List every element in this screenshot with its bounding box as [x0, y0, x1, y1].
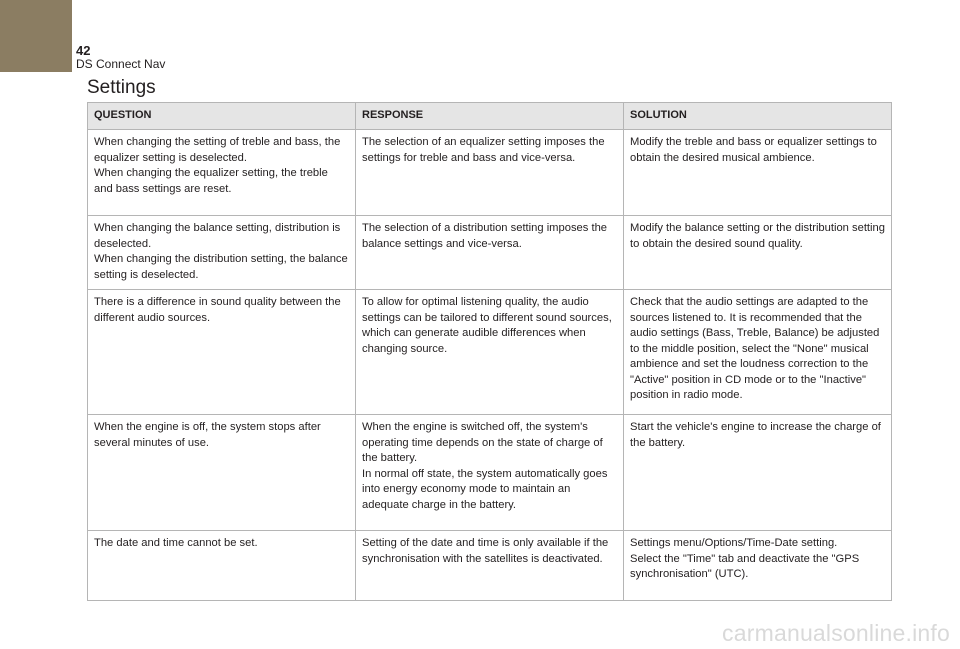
question-text: There is a difference in sound quality between the different audio sources.: [94, 296, 341, 324]
solution-cell: [624, 415, 892, 531]
corner-tab: [0, 0, 72, 72]
question-cell: [88, 415, 356, 531]
solution-text: Check that the audio settings are adapted to the sources listened to. It is recommended that the audio settings (Bass, Treble, Balance) be adjusted to the middle position, select the "None" musical ambience and set the loudness correction to the "Active" position in CD mode or to the "Inactive" position in radio mode.: [630, 296, 880, 401]
solution-text: Modify the treble and bass or equalizer settings to obtain the desired musical ambience.: [630, 136, 877, 164]
table-row: [88, 531, 892, 601]
question-text: The date and time cannot be set.: [94, 537, 258, 549]
response-cell: [356, 290, 624, 415]
solution-cell: [624, 130, 892, 216]
solution-cell: [624, 290, 892, 415]
response-cell: [356, 130, 624, 216]
solution-text: Settings menu/Options/Time-Date setting. Select the "Time" tab and deactivate the "GPS synchronisation" (UTC).: [630, 537, 860, 580]
table-row: [88, 216, 892, 290]
question-text: When the engine is off, the system stops after several minutes of use.: [94, 421, 321, 449]
question-cell: [88, 130, 356, 216]
response-cell: [356, 531, 624, 601]
page-number: 42: [76, 43, 91, 58]
solution-cell: [624, 531, 892, 601]
question-text: When changing the balance setting, distribution is deselected. When changing the distribution setting, the balance setting is deselected.: [94, 222, 348, 281]
question-cell: [88, 290, 356, 415]
faq-table: [87, 102, 892, 601]
solution-cell: [624, 216, 892, 290]
solution-text: Modify the balance setting or the distribution setting to obtain the desired sound quality.: [630, 222, 885, 250]
response-text: To allow for optimal listening quality, the audio settings can be tailored to different sound sources, which can generate audible differences when changing source.: [362, 296, 612, 355]
response-text: The selection of a distribution setting imposes the balance settings and vice-versa.: [362, 222, 608, 250]
page-title: Settings: [87, 77, 156, 98]
table-row: [88, 290, 892, 415]
response-text: When the engine is switched off, the system's operating time depends on the state of charge of the battery. In normal off state, the system automatically goes into energy economy mode to maintain an adequate charge in the battery.: [362, 421, 608, 511]
question-cell: [88, 216, 356, 290]
watermark: carmanualsonline.info: [722, 620, 950, 646]
section-name: DS Connect Nav: [76, 57, 166, 71]
table-row: [88, 130, 892, 216]
column-header-response: RESPONSE: [356, 103, 624, 130]
response-cell: [356, 216, 624, 290]
response-text: Setting of the date and time is only available if the synchronisation with the satellites is deactivated.: [362, 537, 609, 565]
solution-text: Start the vehicle's engine to increase the charge of the battery.: [630, 421, 881, 449]
table-row: [88, 415, 892, 531]
question-text: When changing the setting of treble and bass, the equalizer setting is deselected. When changing the equalizer setting, the treble and bass settings are reset.: [94, 136, 341, 195]
table-header-row: [88, 103, 892, 130]
column-header-solution: SOLUTION: [624, 103, 892, 130]
column-header-question: QUESTION: [88, 103, 356, 130]
question-cell: [88, 531, 356, 601]
response-text: The selection of an equalizer setting imposes the settings for treble and bass and vice-versa.: [362, 136, 605, 164]
response-cell: [356, 415, 624, 531]
